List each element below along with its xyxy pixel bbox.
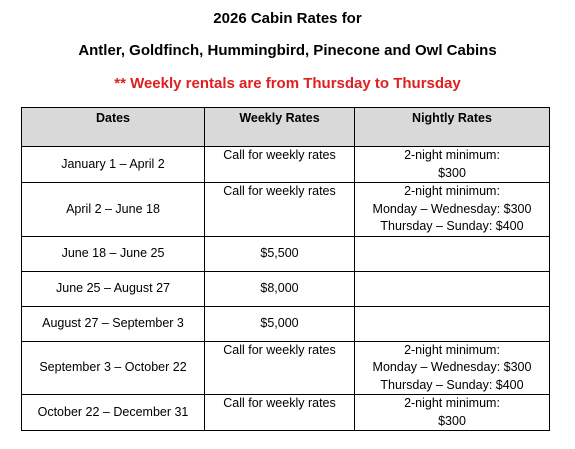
row-weekly-rate: Call for weekly rates — [205, 395, 355, 431]
row-dates: January 1 – April 2 — [22, 147, 205, 183]
row-weekly-rate: Call for weekly rates — [205, 341, 355, 395]
row-nightly-rate — [355, 306, 550, 341]
nightly-line: 2-night minimum: — [404, 342, 500, 357]
nightly-line: $300 — [438, 165, 466, 180]
row-nightly-rate — [355, 147, 550, 183]
table-row — [22, 306, 550, 341]
table-row — [22, 147, 550, 183]
nightly-line: 2-night minimum: — [404, 396, 500, 410]
table-row — [22, 236, 550, 271]
row-dates: April 2 – June 18 — [22, 183, 205, 237]
column-header-weekly-rates: Weekly Rates — [205, 108, 355, 147]
row-dates: September 3 – October 22 — [22, 341, 205, 395]
nightly-line: Monday – Wednesday: $300 — [372, 201, 532, 216]
page-title: 2026 Cabin Rates for — [213, 10, 362, 27]
row-weekly-rate: $5,500 — [205, 236, 355, 271]
nightly-line: Thursday – Sunday: $400 — [380, 377, 524, 392]
row-weekly-rate: $5,000 — [205, 306, 355, 341]
row-weekly-rate: $8,000 — [205, 271, 355, 306]
nightly-line: Thursday – Sunday: $400 — [380, 219, 524, 233]
table-header-row — [22, 108, 550, 147]
nightly-line: 2-night minimum: — [404, 148, 500, 162]
nightly-line: Monday – Wednesday: $300 — [372, 360, 532, 374]
row-weekly-rate: Call for weekly rates — [205, 147, 355, 183]
row-dates: August 27 – September 3 — [22, 306, 205, 341]
rates-table — [21, 107, 550, 431]
cabin-names: Antler, Goldfinch, Hummingbird, Pinecone and Owl Cabins — [78, 42, 497, 59]
row-nightly-rate — [355, 271, 550, 306]
column-header-dates: Dates — [22, 108, 205, 147]
nightly-line: $300 — [438, 413, 466, 428]
row-nightly-rate — [355, 183, 550, 237]
table-row — [22, 395, 550, 431]
row-nightly-rate — [355, 395, 550, 431]
row-dates: October 22 – December 31 — [22, 395, 205, 431]
nightly-line: 2-night minimum: — [404, 184, 500, 198]
table-row — [22, 341, 550, 395]
row-nightly-rate — [355, 236, 550, 271]
weekly-rental-note: ** Weekly rentals are from Thursday to Thursday — [114, 75, 461, 92]
row-dates: June 18 – June 25 — [22, 236, 205, 271]
table-row — [22, 183, 550, 237]
row-weekly-rate: Call for weekly rates — [205, 183, 355, 237]
row-nightly-rate — [355, 341, 550, 395]
column-header-nightly-rates: Nightly Rates — [355, 108, 550, 147]
row-dates: June 25 – August 27 — [22, 271, 205, 306]
table-row — [22, 271, 550, 306]
